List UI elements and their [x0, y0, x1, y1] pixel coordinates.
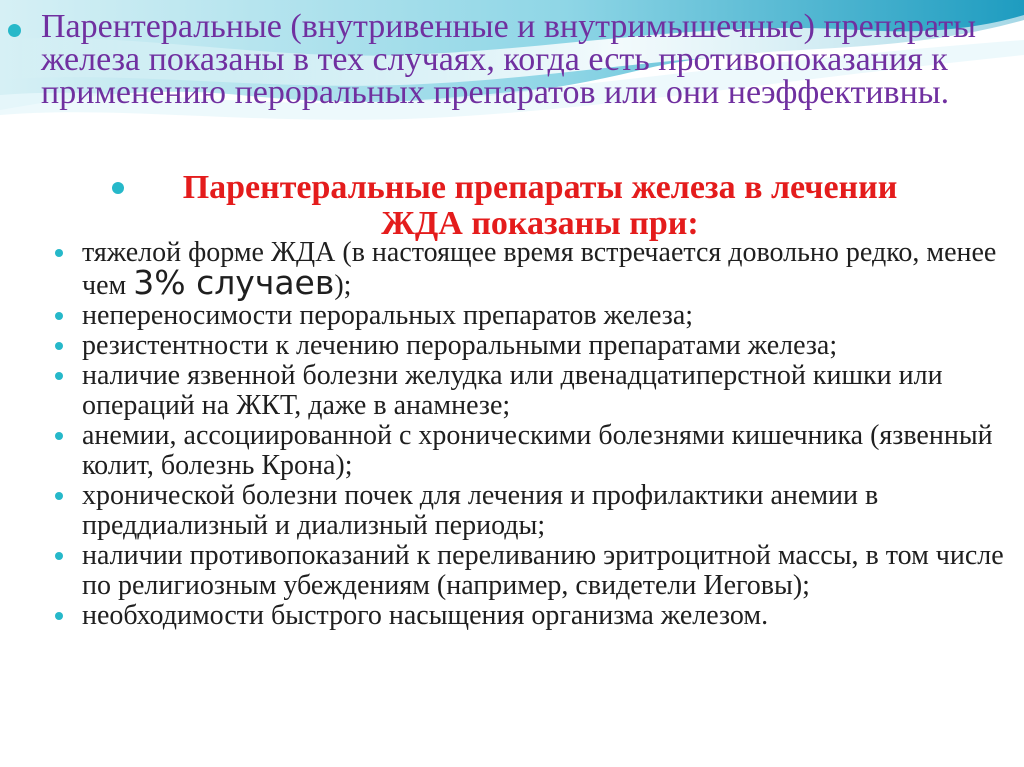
list-item — [50, 481, 1010, 541]
heading-line-1: Парентеральные препараты железа в лечении — [182, 169, 898, 206]
list-item — [50, 541, 1010, 601]
list-item — [50, 238, 1010, 301]
list-item-text: наличии противопоказаний к переливанию эритроцитной массы, в том числе по религиозным убеждениям (например, свидетели Иеговы); — [82, 540, 1004, 601]
bullet-icon — [8, 24, 21, 37]
indications-list — [50, 238, 1010, 631]
bullet-icon — [55, 432, 63, 440]
list-item-text: непереносимости пероральных препаратов железа; — [82, 300, 694, 331]
bullet-icon — [55, 249, 63, 257]
list-item — [50, 601, 1010, 631]
list-item — [50, 331, 1010, 361]
list-item-text: резистентности к лечению пероральными препаратами железа; — [82, 330, 838, 361]
list-item-text: необходимости быстрого насыщения организма железом. — [82, 600, 769, 631]
list-item — [50, 361, 1010, 421]
list-item-text: анемии, ассоциированной с хроническими болезнями кишечника (язвенный колит, болезнь Крона); — [82, 420, 993, 481]
list-item-text-start: тяжелой форме ЖДА (в настоящее время встречается довольно редко, менее чем — [82, 237, 997, 301]
intro-text: Парентеральные (внутривенные и внутримышечные) препараты железа показаны в тех случаях, когда есть противопоказания к применению пероральных препаратов или они неэффективны. — [41, 8, 976, 111]
list-item — [50, 421, 1010, 481]
intro-paragraph — [8, 10, 1008, 109]
list-item — [50, 301, 1010, 331]
bullet-icon — [55, 492, 63, 500]
bullet-icon — [55, 612, 63, 620]
bullet-icon — [55, 372, 63, 380]
section-heading — [100, 170, 980, 242]
bullet-icon — [55, 552, 63, 560]
list-item-text: хронической болезни почек для лечения и профилактики анемии в преддиализный и диализный периоды; — [82, 480, 879, 541]
list-item-emphasis: 3% случаев — [133, 263, 335, 302]
bullet-icon — [112, 182, 124, 194]
heading-line-2: ЖДА показаны при: — [381, 205, 699, 242]
bullet-icon — [55, 312, 63, 320]
list-item-text: наличие язвенной болезни желудка или двенадцатиперстной кишки или операций на ЖКТ, даже в анамнезе; — [82, 360, 943, 421]
bullet-icon — [55, 342, 63, 350]
list-item-text-end: ); — [334, 270, 352, 301]
